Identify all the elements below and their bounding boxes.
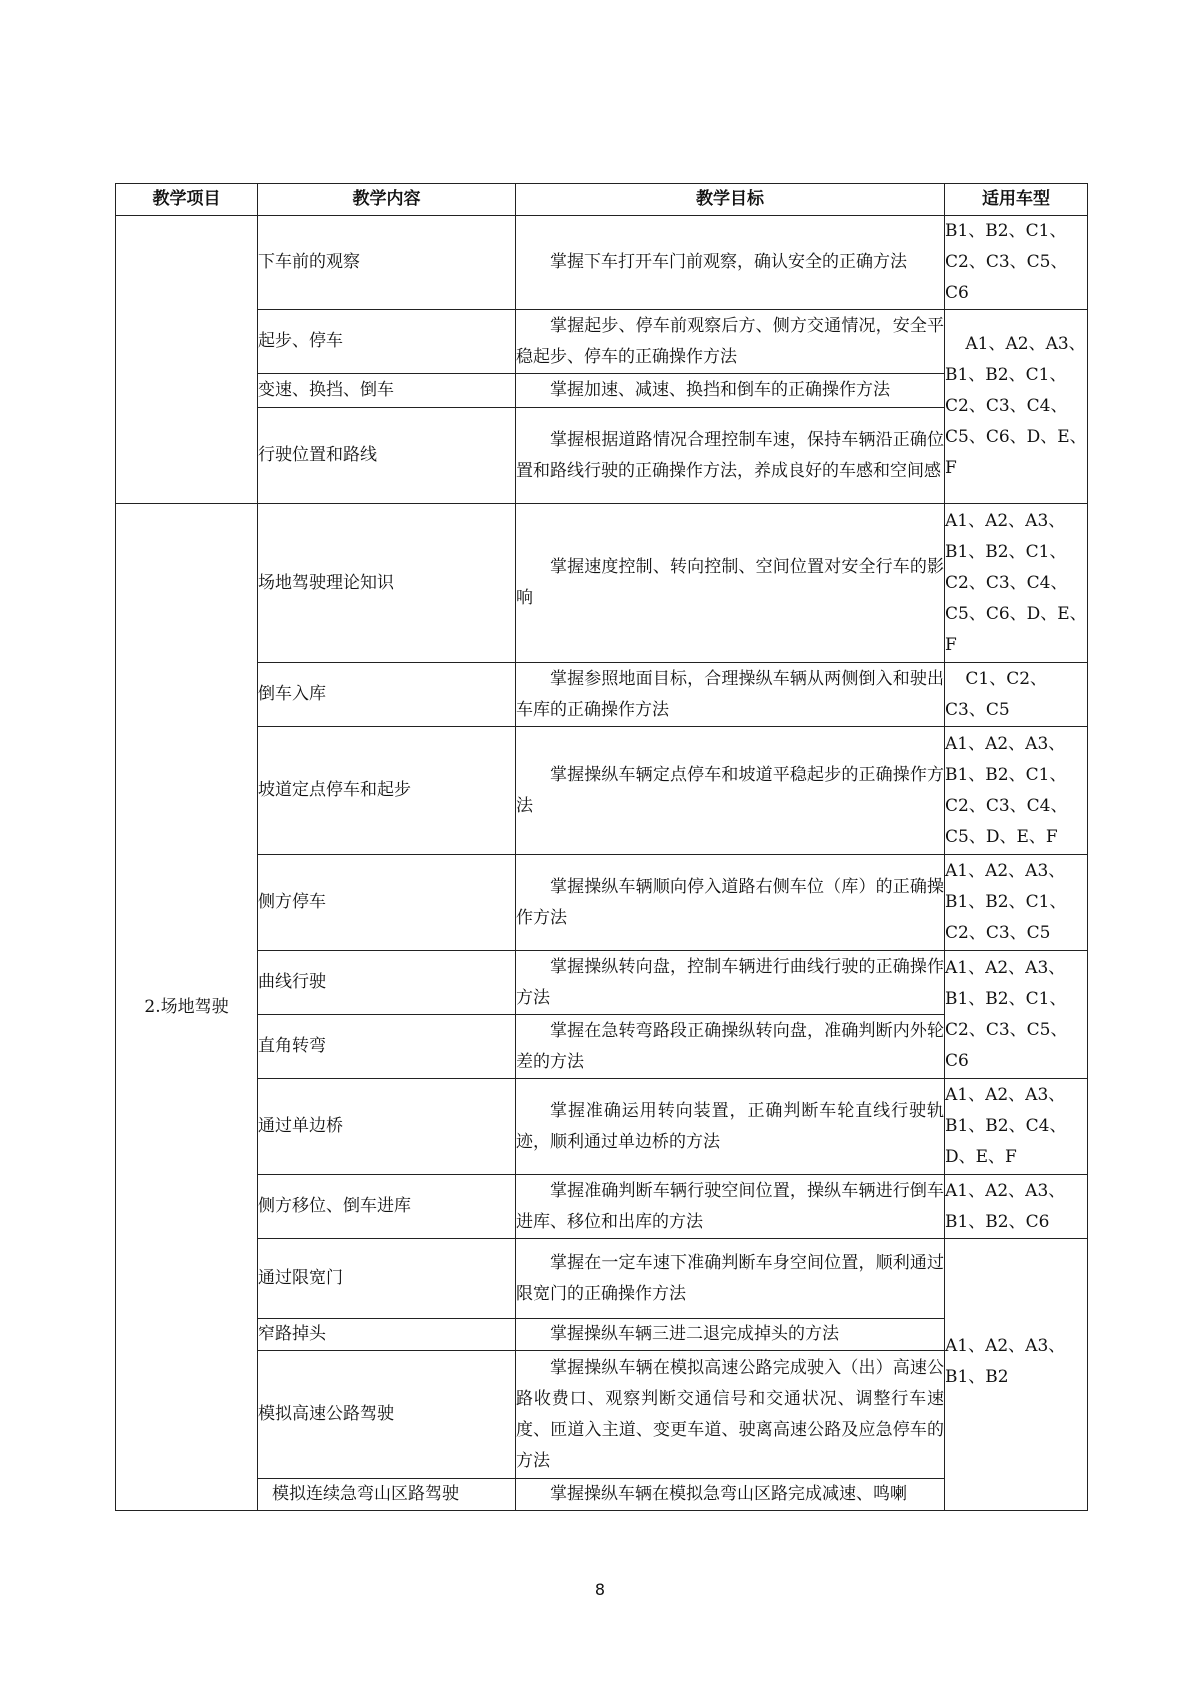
- types-cell: A1、A2、A3、B1、B2、C6: [945, 1175, 1088, 1239]
- table-row: [116, 1351, 1088, 1479]
- goal-cell: 掌握准确判断车辆行驶空间位置，操纵车辆进行倒车进库、移位和出库的方法: [516, 1175, 945, 1239]
- header-goal: 教学目标: [516, 184, 945, 216]
- content-cell: 侧方移位、倒车进库: [258, 1175, 516, 1239]
- table-header-row: [116, 184, 1088, 216]
- content-cell: 倒车入库: [258, 663, 516, 727]
- table-row: [116, 951, 1088, 1015]
- goal-cell: 掌握操纵车辆三进二退完成掉头的方法: [516, 1319, 945, 1351]
- content-cell: 通过限宽门: [258, 1239, 516, 1319]
- header-project: 教学项目: [116, 184, 258, 216]
- goal-cell: 掌握操纵车辆在模拟高速公路完成驶入（出）高速公路收费口、观察判断交通信号和交通状况、调整行车速度、匝道入主道、变更车道、驶离高速公路及应急停车的方法: [516, 1351, 945, 1479]
- goal-cell: 掌握加速、减速、换挡和倒车的正确操作方法: [516, 374, 945, 408]
- table-row: [116, 504, 1088, 663]
- content-cell: 起步、停车: [258, 310, 516, 374]
- content-cell: 场地驾驶理论知识: [258, 504, 516, 663]
- content-cell: 直角转弯: [258, 1015, 516, 1079]
- project-cell-1: [116, 216, 258, 504]
- goal-cell: 掌握根据道路情况合理控制车速，保持车辆沿正确位置和路线行驶的正确操作方法，养成良好的车感和空间感: [516, 408, 945, 504]
- goal-cell: 掌握速度控制、转向控制、空间位置对安全行车的影响: [516, 504, 945, 663]
- types-cell: C1、C2、C3、C5: [945, 663, 1088, 727]
- types-cell: A1、A2、A3、B1、B2、C4、D、E、F: [945, 1079, 1088, 1175]
- types-cell: A1、A2、A3、B1、B2、C1、C2、C3、C4、C5、D、E、F: [945, 727, 1088, 855]
- types-cell: A1、A2、A3、B1、B2、C1、C2、C3、C4、C5、C6、D、E、F: [945, 310, 1088, 504]
- goal-cell: 掌握操纵车辆在模拟急弯山区路完成减速、鸣喇: [516, 1479, 945, 1511]
- table-row: [116, 1479, 1088, 1511]
- goal-cell: 掌握操纵车辆定点停车和坡道平稳起步的正确操作方法: [516, 727, 945, 855]
- content-cell: 模拟连续急弯山区路驾驶: [258, 1479, 516, 1511]
- content-cell: 变速、换挡、倒车: [258, 374, 516, 408]
- table-row: [116, 1175, 1088, 1239]
- content-cell: 曲线行驶: [258, 951, 516, 1015]
- types-cell: A1、A2、A3、B1、B2、C1、C2、C3、C5: [945, 855, 1088, 951]
- content-cell: 行驶位置和路线: [258, 408, 516, 504]
- page-number: 8: [594, 1580, 606, 1599]
- goal-cell: 掌握操纵车辆顺向停入道路右侧车位（库）的正确操作方法: [516, 855, 945, 951]
- course-table: [115, 183, 1088, 1511]
- goal-cell: 掌握操纵转向盘，控制车辆进行曲线行驶的正确操作方法: [516, 951, 945, 1015]
- content-cell: 模拟高速公路驾驶: [258, 1351, 516, 1479]
- table-row: [116, 727, 1088, 855]
- header-types: 适用车型: [945, 184, 1088, 216]
- goal-cell: 掌握准确运用转向装置，正确判断车轮直线行驶轨迹，顺利通过单边桥的方法: [516, 1079, 945, 1175]
- table-row: [116, 310, 1088, 374]
- table-row: [116, 663, 1088, 727]
- types-cell: A1、A2、A3、B1、B2: [945, 1239, 1088, 1511]
- table-row: [116, 1239, 1088, 1319]
- table-row: [116, 408, 1088, 504]
- table-row: [116, 1319, 1088, 1351]
- content-cell: 侧方停车: [258, 855, 516, 951]
- types-cell: B1、B2、C1、C2、C3、C5、C6: [945, 216, 1088, 310]
- table-row: [116, 374, 1088, 408]
- goal-cell: 掌握在急转弯路段正确操纵转向盘，准确判断内外轮差的方法: [516, 1015, 945, 1079]
- content-cell: 下车前的观察: [258, 216, 516, 310]
- goal-cell: 掌握起步、停车前观察后方、侧方交通情况，安全平稳起步、停车的正确操作方法: [516, 310, 945, 374]
- table-row: [116, 855, 1088, 951]
- goal-cell: 掌握参照地面目标，合理操纵车辆从两侧倒入和驶出车库的正确操作方法: [516, 663, 945, 727]
- table-row: [116, 1015, 1088, 1079]
- goal-cell: 掌握下车打开车门前观察，确认安全的正确方法: [516, 216, 945, 310]
- project-cell-2: 2.场地驾驶: [116, 504, 258, 1511]
- content-cell: 窄路掉头: [258, 1319, 516, 1351]
- table-row: [116, 1079, 1088, 1175]
- types-cell: A1、A2、A3、B1、B2、C1、C2、C3、C5、C6: [945, 951, 1088, 1079]
- header-content: 教学内容: [258, 184, 516, 216]
- content-cell: 通过单边桥: [258, 1079, 516, 1175]
- table-row: [116, 216, 1088, 310]
- content-cell: 坡道定点停车和起步: [258, 727, 516, 855]
- types-cell: A1、A2、A3、B1、B2、C1、C2、C3、C4、C5、C6、D、E、F: [945, 504, 1088, 663]
- goal-cell: 掌握在一定车速下准确判断车身空间位置，顺利通过限宽门的正确操作方法: [516, 1239, 945, 1319]
